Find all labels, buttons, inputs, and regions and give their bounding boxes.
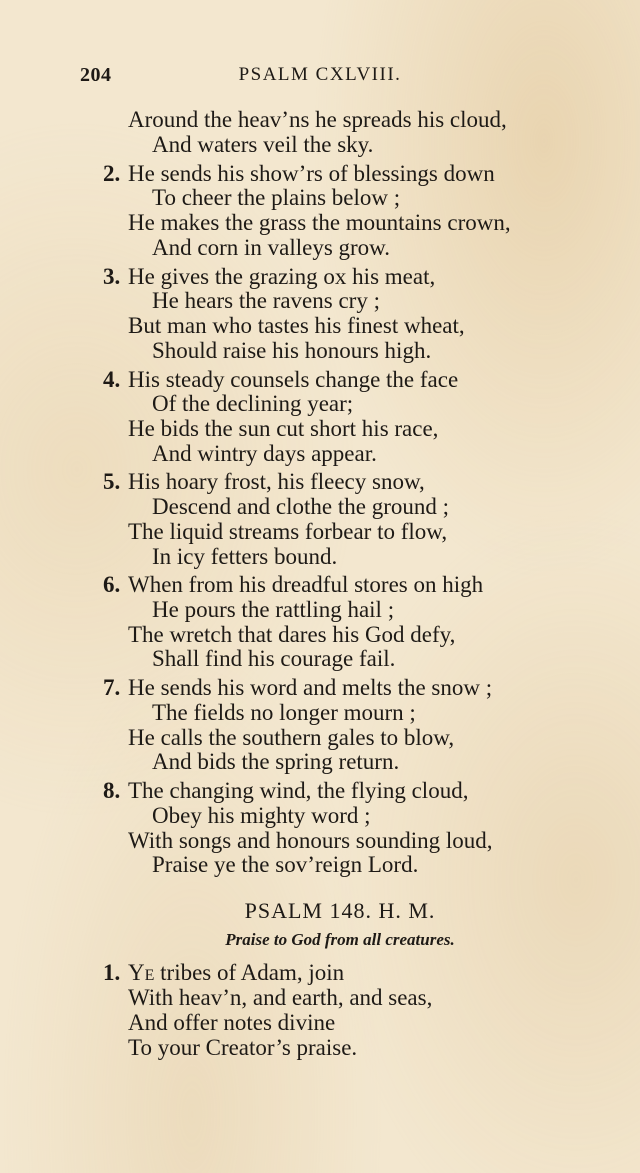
verse-line: And offer notes divine	[128, 1010, 336, 1035]
initial-word: Ye	[128, 960, 155, 985]
verse-line: And waters veil the sky.	[152, 132, 374, 157]
page-number: 204	[80, 64, 112, 86]
first-line-rest: tribes of Adam, join	[154, 960, 345, 985]
verse-line: He makes the grass the mountains crown,	[128, 210, 511, 235]
verse-line: His hoary frost, his fleecy snow,	[128, 469, 425, 494]
verse-line: Obey his mighty word ;	[152, 803, 371, 828]
verse-line: And corn in valleys grow.	[152, 235, 391, 260]
verse-line: He hears the ravens cry ;	[152, 288, 380, 313]
verse-line: But man who tastes his finest wheat,	[128, 313, 465, 338]
psalm-heading: PSALM 148. H. M.	[244, 898, 436, 923]
stanza-number: 4.	[103, 367, 121, 392]
stanza-number: 7.	[103, 675, 121, 700]
verse-line: And wintry days appear.	[152, 441, 377, 466]
verse-line: The fields no longer mourn ;	[152, 700, 416, 725]
verse-line: To your Creator’s praise.	[128, 1035, 358, 1060]
stanza-number: 3.	[103, 264, 121, 289]
stanza-number: 8.	[103, 778, 121, 803]
stanza-number: 2.	[103, 161, 121, 186]
verse-line: When from his dreadful stores on high	[128, 572, 484, 597]
verse-line: He gives the grazing ox his meat,	[128, 264, 436, 289]
verse-line: The liquid streams forbear to flow,	[128, 519, 448, 544]
psalm-subheading: Praise to God from all creatures.	[225, 930, 455, 949]
verse-line: He pours the rattling hail ;	[152, 597, 395, 622]
verse-line: With songs and honours sounding loud,	[128, 828, 493, 853]
stanza-number: 5.	[103, 469, 121, 494]
verse-line: To cheer the plains below ;	[152, 185, 401, 210]
verse-line: Shall find his courage fail.	[152, 646, 396, 671]
stanza-number: 6.	[103, 572, 121, 597]
verse-line: He sends his show’rs of blessings down	[128, 161, 495, 186]
verse-line: And bids the spring return.	[152, 749, 400, 774]
running-head	[80, 64, 560, 94]
verse-line: He sends his word and melts the snow ;	[128, 675, 493, 700]
verse-line: With heav’n, and earth, and seas,	[128, 985, 433, 1010]
verse-line: The changing wind, the flying cloud,	[128, 778, 469, 803]
verse-line: Should raise his honours high.	[152, 338, 432, 363]
running-title: PSALM CXLVIII.	[238, 64, 402, 85]
verse-line: Around the heav’ns he spreads his cloud,	[128, 107, 507, 132]
verse-line: In icy fetters bound.	[152, 544, 338, 569]
verse-line: He calls the southern gales to blow,	[128, 725, 455, 750]
verse-line: His steady counsels change the face	[128, 367, 459, 392]
verse-line-first	[128, 960, 344, 986]
verse-line: Of the declining year;	[152, 391, 354, 416]
verse-line: The wretch that dares his God defy,	[128, 622, 456, 647]
verse-line: He bids the sun cut short his race,	[128, 416, 439, 441]
verse-line: Praise ye the sov’reign Lord.	[152, 852, 419, 877]
stanza-number: 1.	[103, 960, 121, 985]
verse-line: Descend and clothe the ground ;	[152, 494, 449, 519]
